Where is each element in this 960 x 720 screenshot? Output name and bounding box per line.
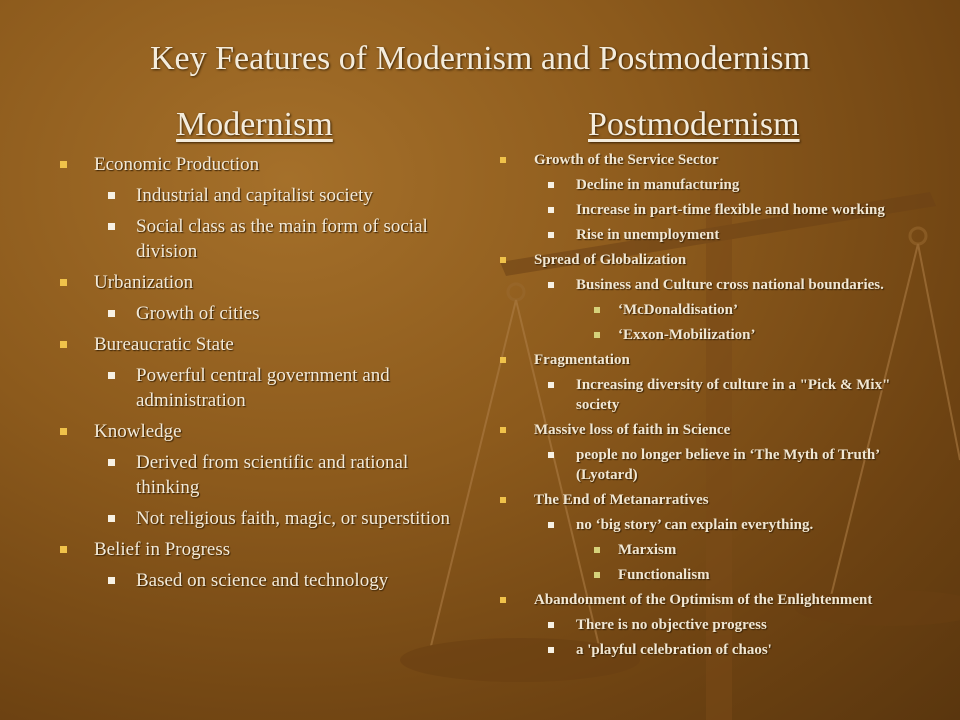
- list-item-label: Fragmentation: [534, 352, 630, 368]
- list-item-label: Industrial and capitalist society: [136, 185, 373, 206]
- list-item-label: a 'playful celebration of chaos': [576, 642, 772, 658]
- bullet-icon: [548, 232, 554, 238]
- bullet-icon: [548, 452, 554, 458]
- list-item: [498, 225, 918, 245]
- bullet-icon: [60, 428, 67, 435]
- list-item: [498, 325, 918, 345]
- list-item: [60, 363, 460, 413]
- list-item: [498, 275, 918, 295]
- list-item-label: Not religious faith, magic, or superstition: [136, 508, 450, 529]
- bullet-icon: [548, 522, 554, 528]
- list-item: [498, 590, 918, 610]
- list-item: [60, 568, 460, 593]
- bullet-icon: [594, 332, 600, 338]
- list-item-label: Spread of Globalization: [534, 252, 687, 268]
- page-title: Key Features of Modernism and Postmodernism: [149, 40, 811, 77]
- list-item-label: Urbanization: [94, 272, 194, 293]
- list-item: [498, 200, 918, 220]
- list-item: [498, 490, 918, 510]
- list-item-label: Belief in Progress: [94, 539, 231, 560]
- bullet-icon: [108, 223, 115, 230]
- list-item-label: Rise in unemployment: [576, 227, 720, 243]
- list-item-label: people no longer believe in ‘The Myth of Truth’ (Lyotard): [576, 447, 880, 483]
- list-item: [60, 301, 460, 326]
- list-item: [498, 250, 918, 270]
- list-item: [498, 515, 918, 535]
- bullet-icon: [548, 622, 554, 628]
- bullet-icon: [60, 341, 67, 348]
- list-item: [498, 565, 918, 585]
- list-item-label: ‘Exxon-Mobilization’: [618, 327, 756, 343]
- bullet-icon: [500, 357, 506, 363]
- list-item-label: Knowledge: [94, 421, 182, 442]
- list-item-label: Derived from scientific and rational thinking: [136, 452, 409, 498]
- bullet-icon: [108, 459, 115, 466]
- list-item: [60, 152, 460, 177]
- bullet-icon: [594, 307, 600, 313]
- modernism-heading: Modernism: [176, 106, 333, 143]
- modernism-list: [60, 152, 460, 599]
- list-item: [60, 214, 460, 264]
- bullet-icon: [500, 257, 506, 263]
- list-item-label: The End of Metanarratives: [534, 492, 709, 508]
- list-item-label: Powerful central government and administration: [136, 365, 390, 411]
- bullet-icon: [500, 597, 506, 603]
- list-item: [60, 537, 460, 562]
- list-item: [498, 615, 918, 635]
- bullet-icon: [108, 310, 115, 317]
- bullet-icon: [108, 577, 115, 584]
- bullet-icon: [500, 427, 506, 433]
- bullet-icon: [60, 279, 67, 286]
- list-item: [498, 350, 918, 370]
- list-item: [498, 640, 918, 660]
- postmodernism-list: [498, 150, 918, 665]
- list-item-label: Increase in part-time flexible and home working: [576, 202, 885, 218]
- list-item: [498, 150, 918, 170]
- bullet-icon: [594, 547, 600, 553]
- list-item-label: Increasing diversity of culture in a "Pick & Mix" society: [576, 377, 891, 413]
- list-item-label: Functionalism: [618, 567, 710, 583]
- list-item: [498, 175, 918, 195]
- bullet-icon: [548, 382, 554, 388]
- bullet-icon: [548, 207, 554, 213]
- list-item: [60, 506, 460, 531]
- list-item-label: Social class as the main form of social division: [136, 216, 428, 262]
- list-item: [60, 183, 460, 208]
- bullet-icon: [108, 192, 115, 199]
- bullet-icon: [500, 157, 506, 163]
- bullet-icon: [60, 546, 67, 553]
- list-item: [60, 419, 460, 444]
- list-item-label: Decline in manufacturing: [576, 177, 740, 193]
- list-item-label: Growth of cities: [136, 303, 260, 324]
- list-item-label: Economic Production: [94, 154, 260, 175]
- list-item-label: no ‘big story’ can explain everything.: [576, 517, 814, 533]
- bullet-icon: [60, 161, 67, 168]
- list-item-label: Bureaucratic State: [94, 334, 234, 355]
- bullet-icon: [108, 372, 115, 379]
- list-item-label: ‘McDonaldisation’: [618, 302, 738, 318]
- list-item: [60, 270, 460, 295]
- list-item: [498, 540, 918, 560]
- list-item: [498, 300, 918, 320]
- bullet-icon: [548, 282, 554, 288]
- list-item: [60, 450, 460, 500]
- list-item: [498, 445, 918, 485]
- bullet-icon: [548, 182, 554, 188]
- bullet-icon: [108, 515, 115, 522]
- list-item-label: Massive loss of faith in Science: [534, 422, 731, 438]
- bullet-icon: [548, 647, 554, 653]
- list-item-label: Growth of the Service Sector: [534, 152, 719, 168]
- list-item-label: Abandonment of the Optimism of the Enlightenment: [534, 592, 873, 608]
- list-item: [498, 375, 918, 415]
- bullet-icon: [594, 572, 600, 578]
- list-item-label: Based on science and technology: [136, 570, 389, 591]
- list-item-label: There is no objective progress: [576, 617, 767, 633]
- list-item-label: Business and Culture cross national boundaries.: [576, 277, 884, 293]
- list-item: [60, 332, 460, 357]
- postmodernism-heading: Postmodernism: [588, 106, 800, 143]
- list-item-label: Marxism: [618, 542, 677, 558]
- bullet-icon: [500, 497, 506, 503]
- list-item: [498, 420, 918, 440]
